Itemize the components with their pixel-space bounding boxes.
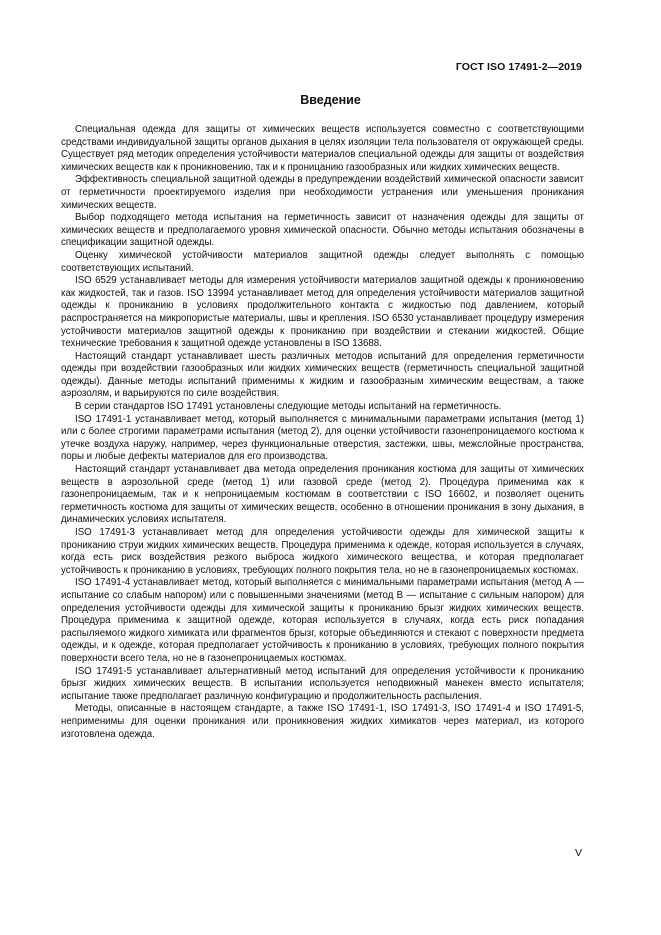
paragraph: ISO 17491-5 устанавливает альтернативный метод испытаний для определения устойчивости к прониканию брызг жидких химических веществ. В испытании используется неподвижный манекен вместо испытателя; испытание также предполагает различную конфигурацию и продолжительность распыления. (61, 665, 584, 702)
paragraph: ISO 6529 устанавливает методы для измерения устойчивости материалов защитной одежды к проникновению как жидкостей, так и газов. ISO 13994 устанавливает метод для определения устойчивости материалов защитной одежды к прониканию в условиях продолжительного контакта с жидкостью под давлением, который распространяется на микропористые материалы, швы и крепления. ISO 6530 устанавливает процедуру измерения устойчивости материалов защитной одежды к прониканию при воздействии и стекании жидкостей. Общие технические требования к защитной одежде установлены в ISO 13688. (61, 275, 584, 350)
paragraph: В серии стандартов ISO 17491 установлены следующие методы испытаний на герметичность. (75, 401, 502, 413)
paragraph: ISO 17491-4 устанавливает метод, который выполняется с минимальными параметрами испытания (метод А — испытание со слабым напором) или с повышенными значениями (метод В — испытание с сильным напором) для определения устойчивости одежды для химической защиты к прониканию брызг жидких химических веществ. Процедура применима к защитной одежде, которая используется в случаях, когда есть риск попадания распыляемого жидкого химиката или фрагментов брызг, которые объединяются и стекают с поверхности предмета одежды, и к одежде, которая предполагает устойчивость к прониканию в условиях, требующих полного покрытия поверхности всего тела, но не в газонепроницаемых костюмах. (61, 577, 584, 664)
paragraph: ISO 17491-3 устанавливает метод для определения устойчивости одежды для химической защиты к прониканию струи жидких химических веществ. Процедура применима к одежде, которая используется в случаях, когда есть риск воздействия резкого выброса жидкого химического вещества, и которая предполагает устойчивость к прониканию в условиях, требующих полного покрытия тела, но не в газонепроницаемых костюмах. (61, 527, 584, 576)
document-header-standard: ГОСТ ISO 17491-2—2019 (455, 61, 582, 73)
paragraph: Эффективность специальной защитной одежды в предупреждении воздействий химической опасности зависит от герметичности проектируемого изделия при необходимости устранения или уменьшения проникания химических веществ. (61, 174, 584, 211)
paragraph: Специальная одежда для защиты от химических веществ используется совместно с соответствующими средствами индивидуальной защиты органов дыхания в целях изоляции тела пользователя от окружающей среды. Существует ряд методик определения устойчивости материалов специальной одежды для защиты от воздействия химических веществ как к проникновению, так и к проницанию газообразных или жидких химических веществ. (61, 124, 584, 173)
paragraph: ISO 17491-1 устанавливает метод, который выполняется с минимальными параметрами испытания (метод 1) или с более строгими параметрами испытания (метод 2), для оценки устойчивости газонепроницаемого костюма к утечке воздуха наружу, например, через функциональные отверстия, застежки, швы, межслойные пространства, поры и любые дефекты материалов для его производства. (61, 413, 584, 463)
paragraph: Оценку химической устойчивости материалов защитной одежды следует выполнять с помощью соответствующих испытаний. (61, 249, 584, 274)
section-title: Введение (300, 93, 361, 107)
page-number: V (574, 847, 582, 859)
paragraph: Настоящий стандарт устанавливает шесть различных методов испытаний для определения герметичности одежды при воздействии газообразных или жидких химических веществ (герметичность специальной защитной одежды). Данные методы испытаний применимы к жидким и газообразным химическим веществам, а также аэрозолям, и варьируются по силе воздействия. (61, 350, 584, 400)
paragraph: Выбор подходящего метода испытания на герметичность зависит от назначения одежды для защиты от химических веществ и предполагаемого уровня химической опасности. Обычно методы испытания обозначены в спецификации защитной одежды. (61, 212, 584, 249)
paragraph: Настоящий стандарт устанавливает два метода определения проникания костюма для защиты от химических веществ в аэрозольной среде (метод 1) или газовой среде (метод 2). Процедура применима как к газонепроницаемым, так и к непроницаемым костюмам в соответствии с ISO 16602, и позволяет оценить герметичность костюма для защиты от химических веществ, особенно в отношении проникания в зону дыхания, в динамических условиях испытателя. (61, 464, 584, 526)
paragraph: Методы, описанные в настоящем стандарте, а также ISO 17491-1, ISO 17491-3, ISO 17491-4 и ISO 17491-5, неприменимы для оценки проникания или проникновения жидких химикатов через материал, из которого изготовлена одежда. (61, 703, 584, 740)
body-text (61, 124, 584, 741)
